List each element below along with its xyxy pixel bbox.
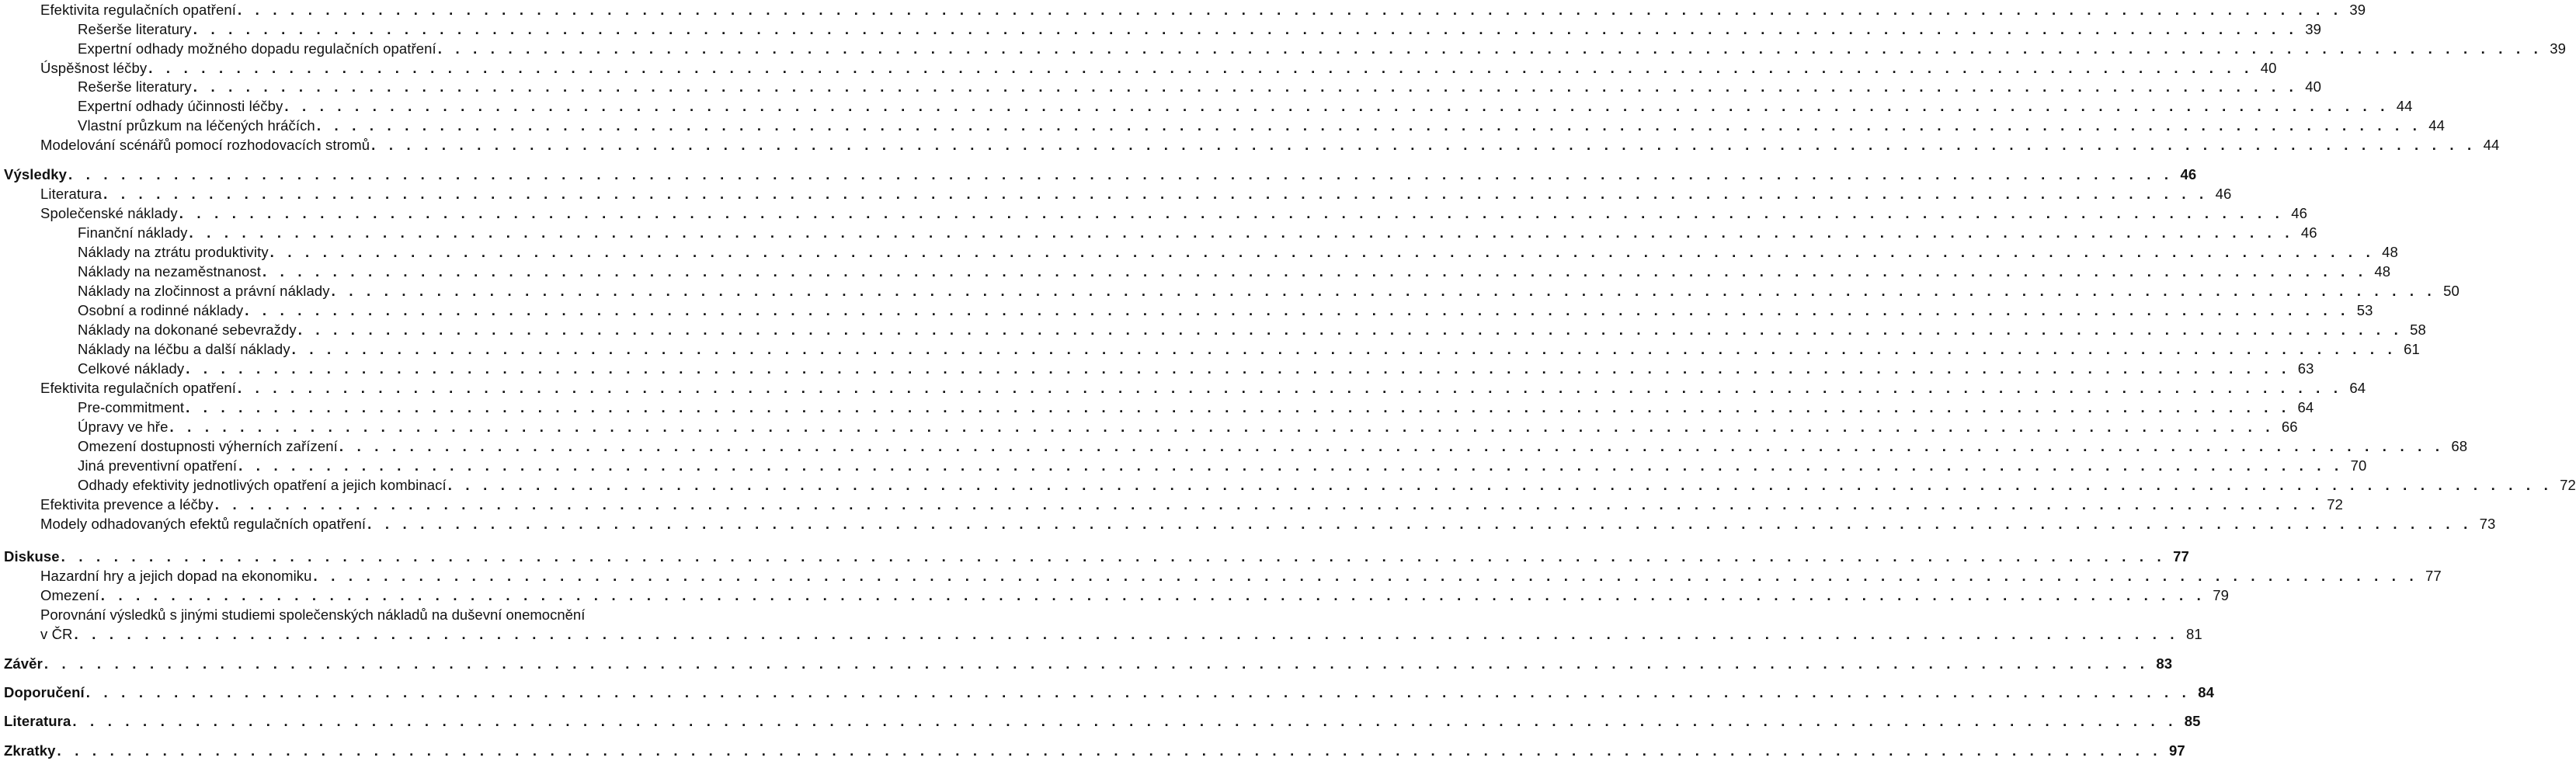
toc-entry-title: Expertní odhady možného dopadu regulačních opatření xyxy=(78,40,436,57)
dot-leader: . . . . . . . . . . . . . . . . . . . . . . . . . . . . . . . . . . . . . . . . . . . . . . . . . . . . . . . . . . . . . . . . . . . . . . . . . . . . . . . . . . . . . . . . . . . . . . . . . . . . . . . . . . . . . . . . . . . . . . . . xyxy=(214,496,2320,513)
toc-entry[interactable] xyxy=(4,166,2197,183)
toc-entry-page-number: 46 xyxy=(2180,166,2197,182)
toc-entry-page-number: 79 xyxy=(2213,587,2229,603)
dot-leader: . . . . . . . . . . . . . . . . . . . . . . . . . . . . . . . . . . . . . . . . . . . . . . . . . . . . . . . . . . . . . . . . . . . . . . . . . . . . . . . . . . . . . . . . . . . . . . . . . . . . . . . . . . . . . . . . . . . . . . . . xyxy=(313,568,2418,584)
toc-entry-page-number: 97 xyxy=(2168,742,2185,759)
toc-entry[interactable] xyxy=(78,283,2460,300)
toc-entry-page-number: 40 xyxy=(2305,78,2321,95)
toc-entry-title: Doporučení xyxy=(4,684,85,700)
toc-entry-title: Literatura xyxy=(4,713,71,729)
dot-leader: . . . . . . . . . . . . . . . . . . . . . . . . . . . . . . . . . . . . . . . . . . . . . . . . . . . . . . . . . . . . . . . . . . . . . . . . . . . . . . . . . . . . . . . . . . . . . . . . . . . . . . . . . . . . . . . . . . . . . . . . xyxy=(189,224,2294,241)
toc-entry-page-number: 61 xyxy=(2404,341,2420,357)
toc-entry-page-number: 39 xyxy=(2550,40,2566,57)
toc-entry-page-number: 64 xyxy=(2349,380,2366,396)
toc-entry-title: Náklady na ztrátu produktivity xyxy=(78,244,269,260)
dot-leader: . . . . . . . . . . . . . . . . . . . . . . . . . . . . . . . . . . . . . . . . . . . . . . . . . . . . . . . . . . . . . . . . . . . . . . . . . . . . . . . . . . . . . . . . . . . . . . . . . . . . . . . . . . . . . . . . . . . . . . . . xyxy=(193,21,2298,37)
toc-entry[interactable] xyxy=(40,626,2202,643)
toc-entry-page-number: 48 xyxy=(2374,263,2391,280)
dot-leader: . . . . . . . . . . . . . . . . . . . . . . . . . . . . . . . . . . . . . . . . . . . . . . . . . . . . . . . . . . . . . . . . . . . . . . . . . . . . . . . . . . . . . . . . . . . . . . . . . . . . . . . . . . . . . . . . . . . . . . . . xyxy=(245,302,2350,318)
toc-entry-title: Náklady na dokonané sebevraždy xyxy=(78,321,297,338)
toc-entry-title: Omezení dostupnosti výherních zařízení xyxy=(78,438,338,454)
dot-leader: . . . . . . . . . . . . . . . . . . . . . . . . . . . . . . . . . . . . . . . . . . . . . . . . . . . . . . . . . . . . . . . . . . . . . . . . . . . . . . . . . . . . . . . . . . . . . . . . . . . . . . . . . . . . . . . . . . . . . . . . xyxy=(262,263,2368,280)
toc-entry-title: Celkové náklady xyxy=(78,360,185,377)
toc-entry-page-number: 72 xyxy=(2560,477,2576,493)
toc-entry-title: Efektivita regulačních opatření xyxy=(40,380,236,396)
toc-entry-page-number: 63 xyxy=(2297,360,2314,377)
toc-entry-title: Hazardní hry a jejich dopad na ekonomiku xyxy=(40,568,312,584)
toc-entry[interactable] xyxy=(40,186,2232,203)
dot-leader: . . . . . . . . . . . . . . . . . . . . . . . . . . . . . . . . . . . . . . . . . . . . . . . . . . . . . . . . . . . . . . . . . . . . . . . . . . . . . . . . . . . . . . . . . . . . . . . . . . . . . . . . . . . . . . . . . . . . . . . . xyxy=(367,516,2473,532)
toc-entry-title: Odhady efektivity jednotlivých opatření a jejich kombinací xyxy=(78,477,447,493)
toc-entry[interactable] xyxy=(78,40,2566,57)
toc-entry[interactable] xyxy=(40,380,2366,397)
toc-entry[interactable] xyxy=(78,263,2391,280)
dot-leader: . . . . . . . . . . . . . . . . . . . . . . . . . . . . . . . . . . . . . . . . . . . . . . . . . . . . . . . . . . . . . . . . . . . . . . . . . . . . . . . . . . . . . . . . . . . . . . . . . . . . . . . . . . . . . . . . . . . . . . . . xyxy=(68,166,2174,182)
toc-entry-page-number: 64 xyxy=(2297,399,2314,415)
toc-entry-page-number: 44 xyxy=(2396,98,2413,114)
dot-leader: . . . . . . . . . . . . . . . . . . . . . . . . . . . . . . . . . . . . . . . . . . . . . . . . . . . . . . . . . . . . . . . . . . . . . . . . . . . . . . . . . . . . . . . . . . . . . . . . . . . . . . . . . . . . . . . . . . . . . . . . xyxy=(103,186,2209,202)
toc-entry-page-number: 66 xyxy=(2281,419,2298,435)
toc-entry-page-number: 48 xyxy=(2382,244,2398,260)
toc-entry-page-number: 73 xyxy=(2479,516,2496,532)
toc-entry[interactable] xyxy=(40,60,2277,77)
dot-leader: . . . . . . . . . . . . . . . . . . . . . . . . . . . . . . . . . . . . . . . . . . . . . . . . . . . . . . . . . . . . . . . . . . . . . . . . . . . . . . . . . . . . . . . . . . . . . . . . . . . . . . . . . . . . . . . . . . . . . . . . xyxy=(148,60,2254,76)
toc-entry[interactable] xyxy=(40,496,2343,513)
dot-leader: . . . . . . . . . . . . . . . . . . . . . . . . . . . . . . . . . . . . . . . . . . . . . . . . . . . . . . . . . . . . . . . . . . . . . . . . . . . . . . . . . . . . . . . . . . . . . . . . . . . . . . . . . . . . . . . . . . . . . . . . xyxy=(331,283,2436,299)
toc-entry-page-number: 46 xyxy=(2291,205,2307,221)
toc-entry-title: Výsledky xyxy=(4,166,68,182)
dot-leader: . . . . . . . . . . . . . . . . . . . . . . . . . . . . . . . . . . . . . . . . . . . . . . . . . . . . . . . . . . . . . . . . . . . . . . . . . . . . . . . . . . . . . . . . . . . . . . . . . . . . . . . . . . . . . . . . . . . . . . . . xyxy=(43,655,2150,672)
toc-entry-page-number: 40 xyxy=(2260,60,2277,76)
dot-leader: . . . . . . . . . . . . . . . . . . . . . . . . . . . . . . . . . . . . . . . . . . . . . . . . . . . . . . . . . . . . . . . . . . . . . . . . . . . . . . . . . . . . . . . . . . . . . . . . . . . . . . . . . . . . . . . . . . . . . . . . xyxy=(437,40,2543,57)
toc-entry-page-number: 39 xyxy=(2305,21,2321,37)
dot-leader: . . . . . . . . . . . . . . . . . . . . . . . . . . . . . . . . . . . . . . . . . . . . . . . . . . . . . . . . . . . . . . . . . . . . . . . . . . . . . . . . . . . . . . . . . . . . . . . . . . . . . . . . . . . . . . . . . . . . . . . . xyxy=(57,742,2162,759)
dot-leader: . . . . . . . . . . . . . . . . . . . . . . . . . . . . . . . . . . . . . . . . . . . . . . . . . . . . . . . . . . . . . . . . . . . . . . . . . . . . . . . . . . . . . . . . . . . . . . . . . . . . . . . . . . . . . . . . . . . . . . . . xyxy=(61,548,2166,565)
dot-leader: . . . . . . . . . . . . . . . . . . . . . . . . . . . . . . . . . . . . . . . . . . . . . . . . . . . . . . . . . . . . . . . . . . . . . . . . . . . . . . . . . . . . . . . . . . . . . . . . . . . . . . . . . . . . . . . . . . . . . . . . xyxy=(186,399,2291,415)
dot-leader: . . . . . . . . . . . . . . . . . . . . . . . . . . . . . . . . . . . . . . . . . . . . . . . . . . . . . . . . . . . . . . . . . . . . . . . . . . . . . . . . . . . . . . . . . . . . . . . . . . . . . . . . . . . . . . . . . . . . . . . . xyxy=(72,713,2178,729)
toc-entry[interactable] xyxy=(78,438,2468,455)
toc-entry-title: Závěr xyxy=(4,655,43,672)
toc-entry-title: Modelování scénářů pomocí rozhodovacích stromů xyxy=(40,137,370,153)
toc-entry-title: Expertní odhady účinnosti léčby xyxy=(78,98,283,114)
dot-leader: . . . . . . . . . . . . . . . . . . . . . . . . . . . . . . . . . . . . . . . . . . . . . . . . . . . . . . . . . . . . . . . . . . . . . . . . . . . . . . . . . . . . . . . . . . . . . . . . . . . . . . . . . . . . . . . . . . . . . . . . xyxy=(74,626,2179,642)
toc-entry-page-number: 44 xyxy=(2428,117,2446,134)
toc-entry[interactable] xyxy=(40,587,2229,604)
toc-entry-page-number: 50 xyxy=(2443,283,2460,299)
toc-entry[interactable] xyxy=(78,302,2373,319)
toc-entry-title: Efektivita prevence a léčby xyxy=(40,496,214,513)
dot-leader: . . . . . . . . . . . . . . . . . . . . . . . . . . . . . . . . . . . . . . . . . . . . . . . . . . . . . . . . . . . . . . . . . . . . . . . . . . . . . . . . . . . . . . . . . . . . . . . . . . . . . . . . . . . . . . . . . . . . . . . . xyxy=(284,98,2390,114)
toc-entry[interactable] xyxy=(40,516,2496,533)
toc-entry[interactable] xyxy=(40,568,2442,585)
dot-leader: . . . . . . . . . . . . . . . . . . . . . . . . . . . . . . . . . . . . . . . . . . . . . . . . . . . . . . . . . . . . . . . . . . . . . . . . . . . . . . . . . . . . . . . . . . . . . . . . . . . . . . . . . . . . . . . . . . . . . . . . xyxy=(269,244,2375,260)
toc-entry-title: Diskuse xyxy=(4,548,60,565)
dot-leader: . . . . . . . . . . . . . . . . . . . . . . . . . . . . . . . . . . . . . . . . . . . . . . . . . . . . . . . . . . . . . . . . . . . . . . . . . . . . . . . . . . . . . . . . . . . . . . . . . . . . . . . . . . . . . . . . . . . . . . . . xyxy=(100,587,2206,603)
toc-entry-page-number: 81 xyxy=(2185,626,2202,642)
toc-entry-title: Náklady na léčbu a další náklady xyxy=(78,341,290,357)
toc-entry-title: Úspěšnost léčby xyxy=(40,60,148,76)
toc-entry[interactable] xyxy=(78,477,2576,494)
toc-entry-title: Jiná preventivní opatření xyxy=(78,457,238,474)
toc-entry[interactable] xyxy=(78,321,2426,339)
toc-entry-page-number: 84 xyxy=(2198,684,2215,700)
toc-entry-page-number: 85 xyxy=(2184,713,2201,729)
toc-entry-title: Zkratky xyxy=(4,742,56,759)
toc-entry-page-number: 58 xyxy=(2410,321,2426,338)
toc-entry-title: Rešerše literatury xyxy=(78,78,192,95)
toc-entry[interactable] xyxy=(78,224,2317,242)
toc-entry[interactable] xyxy=(40,2,2366,19)
toc-entry[interactable] xyxy=(4,655,2173,672)
toc-entry-page-number: 83 xyxy=(2156,655,2173,672)
toc-entry[interactable] xyxy=(78,244,2398,261)
dot-leader: . . . . . . . . . . . . . . . . . . . . . . . . . . . . . . . . . . . . . . . . . . . . . . . . . . . . . . . . . . . . . . . . . . . . . . . . . . . . . . . . . . . . . . . . . . . . . . . . . . . . . . . . . . . . . . . . . . . . . . . . xyxy=(237,2,2343,18)
toc-entry[interactable] xyxy=(78,399,2314,416)
dot-leader: . . . . . . . . . . . . . . . . . . . . . . . . . . . . . . . . . . . . . . . . . . . . . . . . . . . . . . . . . . . . . . . . . . . . . . . . . . . . . . . . . . . . . . . . . . . . . . . . . . . . . . . . . . . . . . . . . . . . . . . . xyxy=(339,438,2445,454)
toc-entry-page-number: 44 xyxy=(2483,137,2500,153)
toc-entry-title: Modely odhadovaných efektů regulačních opatření xyxy=(40,516,367,532)
toc-entry-page-number: 53 xyxy=(2356,302,2373,318)
toc-entry[interactable] xyxy=(78,117,2446,134)
dot-leader: . . . . . . . . . . . . . . . . . . . . . . . . . . . . . . . . . . . . . . . . . . . . . . . . . . . . . . . . . . . . . . . . . . . . . . . . . . . . . . . . . . . . . . . . . . . . . . . . . . . . . . . . . . . . . . . . . . . . . . . . xyxy=(179,205,2284,221)
toc-entry-page-number: 77 xyxy=(2173,548,2189,565)
toc-entry[interactable] xyxy=(78,360,2314,377)
toc-entry[interactable] xyxy=(78,419,2298,436)
toc-entry-title: v ČR xyxy=(40,626,73,642)
toc-entry[interactable] xyxy=(78,341,2420,358)
toc-entry[interactable] xyxy=(4,548,2189,565)
toc-entry[interactable] xyxy=(78,98,2413,115)
toc-entry[interactable] xyxy=(78,21,2321,38)
toc-entry[interactable] xyxy=(40,205,2307,222)
toc-entry-page-number: 70 xyxy=(2350,457,2367,474)
toc-entry[interactable] xyxy=(4,713,2201,730)
toc-entry[interactable] xyxy=(4,742,2185,759)
toc-entry-title: Finanční náklady xyxy=(78,224,188,241)
dot-leader: . . . . . . . . . . . . . . . . . . . . . . . . . . . . . . . . . . . . . . . . . . . . . . . . . . . . . . . . . . . . . . . . . . . . . . . . . . . . . . . . . . . . . . . . . . . . . . . . . . . . . . . . . . . . . . . . . . . . . . . . xyxy=(297,321,2403,338)
toc-entry-title: Literatura xyxy=(40,186,103,202)
toc-entry-page-number: 46 xyxy=(2300,224,2317,241)
toc-entry-title: Vlastní průzkum na léčených hráčích xyxy=(78,117,315,134)
dot-leader: . . . . . . . . . . . . . . . . . . . . . . . . . . . . . . . . . . . . . . . . . . . . . . . . . . . . . . . . . . . . . . . . . . . . . . . . . . . . . . . . . . . . . . . . . . . . . . . . . . . . . . . . . . . . . . . . . . . . . . . . xyxy=(291,341,2397,357)
dot-leader: . . . . . . . . . . . . . . . . . . . . . . . . . . . . . . . . . . . . . . . . . . . . . . . . . . . . . . . . . . . . . . . . . . . . . . . . . . . . . . . . . . . . . . . . . . . . . . . . . . . . . . . . . . . . . . . . . . . . . . . . xyxy=(186,360,2291,377)
toc-entry-title: Úpravy ve hře xyxy=(78,419,169,435)
dot-leader: . . . . . . . . . . . . . . . . . . . . . . . . . . . . . . . . . . . . . . . . . . . . . . . . . . . . . . . . . . . . . . . . . . . . . . . . . . . . . . . . . . . . . . . . . . . . . . . . . . . . . . . . . . . . . . . . . . . . . . . . xyxy=(371,137,2477,153)
toc-entry-title-line: Porovnání výsledků s jinými studiemi společenských nákladů na duševní onemocnění xyxy=(40,606,586,623)
dot-leader: . . . . . . . . . . . . . . . . . . . . . . . . . . . . . . . . . . . . . . . . . . . . . . . . . . . . . . . . . . . . . . . . . . . . . . . . . . . . . . . . . . . . . . . . . . . . . . . . . . . . . . . . . . . . . . . . . . . . . . . . xyxy=(85,684,2192,700)
dot-leader: . . . . . . . . . . . . . . . . . . . . . . . . . . . . . . . . . . . . . . . . . . . . . . . . . . . . . . . . . . . . . . . . . . . . . . . . . . . . . . . . . . . . . . . . . . . . . . . . . . . . . . . . . . . . . . . . . . . . . . . . xyxy=(193,78,2298,95)
toc-entry-page-number: 68 xyxy=(2451,438,2468,454)
toc-entry[interactable] xyxy=(4,684,2215,701)
toc-entry[interactable] xyxy=(40,137,2500,154)
toc-entry-title: Pre-commitment xyxy=(78,399,185,415)
toc-entry-title: Efektivita regulačních opatření xyxy=(40,2,236,18)
toc-entry-title: Rešerše literatury xyxy=(78,21,192,37)
toc-entry-page-number: 77 xyxy=(2425,568,2442,584)
toc-entry[interactable] xyxy=(78,457,2367,474)
toc-entry-title: Náklady na nezaměstnanost xyxy=(78,263,261,280)
toc-entry-title: Náklady na zločinnost a právní náklady xyxy=(78,283,330,299)
dot-leader: . . . . . . . . . . . . . . . . . . . . . . . . . . . . . . . . . . . . . . . . . . . . . . . . . . . . . . . . . . . . . . . . . . . . . . . . . . . . . . . . . . . . . . . . . . . . . . . . . . . . . . . . . . . . . . . . . . . . . . . . xyxy=(238,457,2344,474)
toc-entry-title: Společenské náklady xyxy=(40,205,178,221)
toc-entry-page-number: 39 xyxy=(2349,2,2366,18)
toc-entry-title: Osobní a rodinné náklady xyxy=(78,302,244,318)
toc-entry-page-number: 46 xyxy=(2215,186,2232,202)
dot-leader: . . . . . . . . . . . . . . . . . . . . . . . . . . . . . . . . . . . . . . . . . . . . . . . . . . . . . . . . . . . . . . . . . . . . . . . . . . . . . . . . . . . . . . . . . . . . . . . . . . . . . . . . . . . . . . . . . . . . . . . . xyxy=(447,477,2553,493)
toc-entry-title: Omezení xyxy=(40,587,99,603)
toc-entry[interactable] xyxy=(78,78,2321,96)
toc-entry-page-number: 72 xyxy=(2327,496,2343,513)
dot-leader: . . . . . . . . . . . . . . . . . . . . . . . . . . . . . . . . . . . . . . . . . . . . . . . . . . . . . . . . . . . . . . . . . . . . . . . . . . . . . . . . . . . . . . . . . . . . . . . . . . . . . . . . . . . . . . . . . . . . . . . . xyxy=(169,419,2275,435)
dot-leader: . . . . . . . . . . . . . . . . . . . . . . . . . . . . . . . . . . . . . . . . . . . . . . . . . . . . . . . . . . . . . . . . . . . . . . . . . . . . . . . . . . . . . . . . . . . . . . . . . . . . . . . . . . . . . . . . . . . . . . . . xyxy=(237,380,2343,396)
dot-leader: . . . . . . . . . . . . . . . . . . . . . . . . . . . . . . . . . . . . . . . . . . . . . . . . . . . . . . . . . . . . . . . . . . . . . . . . . . . . . . . . . . . . . . . . . . . . . . . . . . . . . . . . . . . . . . . . . . . . . . . . xyxy=(316,117,2422,134)
